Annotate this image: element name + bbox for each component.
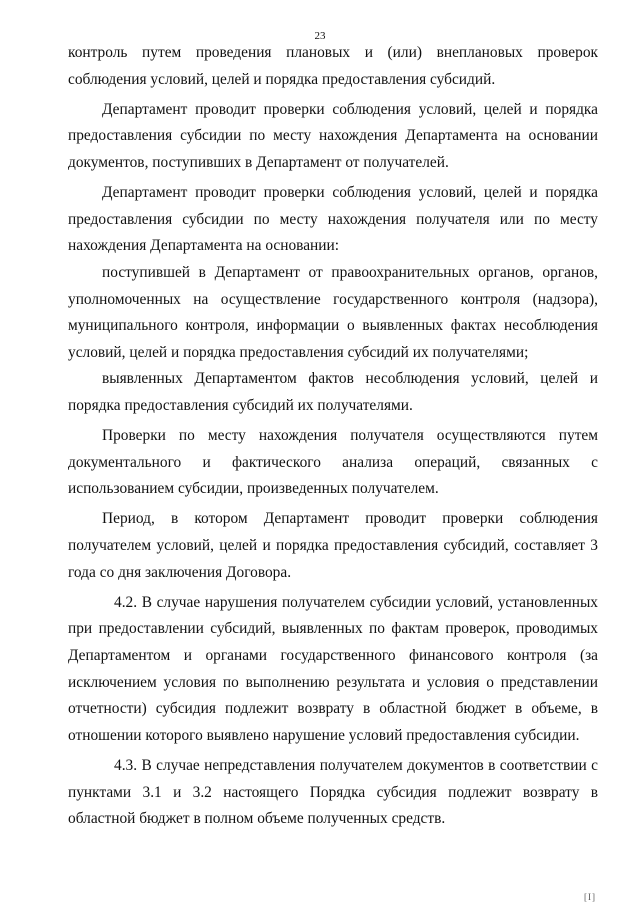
- paragraph-continuation: контроль путем проведения плановых и (или) внеплановых проверок соблюдения условий, целей и порядка предоставления субсидий.: [68, 44, 598, 88]
- paragraph-section-4-2: 4.2. В случае нарушения получателем субсидии условий, установленных при предоставлении субсидий, выявленных по фактам проверок, проводимых Департаментом и органами государственного финансового контроля (за исключением условия по выполнению результата и условия о представлении отчетности) субсидия подлежит возврату в областной бюджет в объеме, в отношении которого выявлено нарушение условий предоставления субсидии.: [68, 593, 598, 744]
- corner-mark: [I]: [584, 892, 596, 902]
- list-item-identified-facts: выявленных Департаментом фактов несоблюдения условий, целей и порядка предоставления субсидий их получателями.: [68, 370, 598, 414]
- paragraph-inspection-period: Период, в котором Департамент проводит проверки соблюдения получателем условий, целей и порядка предоставления субсидий, составляет 3 года со дня заключения Договора.: [68, 510, 598, 581]
- paragraph-section-4-3: 4.3. В случае непредставления получателем документов в соответствии с пунктами 3.1 и 3.2 настоящего Порядка субсидия подлежит возврату в областной бюджет в полном объеме полученных средств.: [68, 757, 598, 828]
- page-number: 23: [314, 30, 326, 42]
- paragraph-inspection-at-department: Департамент проводит проверки соблюдения условий, целей и порядка предоставления субсидии по месту нахождения Департамента на основании документов, поступивших в Департамент от получателей.: [68, 100, 598, 171]
- paragraph-inspection-grounds: Департамент проводит проверки соблюдения условий, целей и порядка предоставления субсидии по месту нахождения получателя или по месту нахождения Департамента на основании:: [68, 184, 598, 255]
- list-item-law-enforcement-info: поступившей в Департамент от правоохранительных органов, органов, уполномоченных на осуществление государственного контроля (надзора), муниципального контроля, информации о выявленных фактах несоблюдения условий, целей и порядка предоставления субсидий их получателями;: [68, 263, 598, 361]
- document-body: [68, 40, 598, 836]
- paragraph-inspection-method: Проверки по месту нахождения получателя осуществляются путем документального и фактического анализа операций, связанных с использованием субсидии, произведенных получателем.: [68, 427, 598, 498]
